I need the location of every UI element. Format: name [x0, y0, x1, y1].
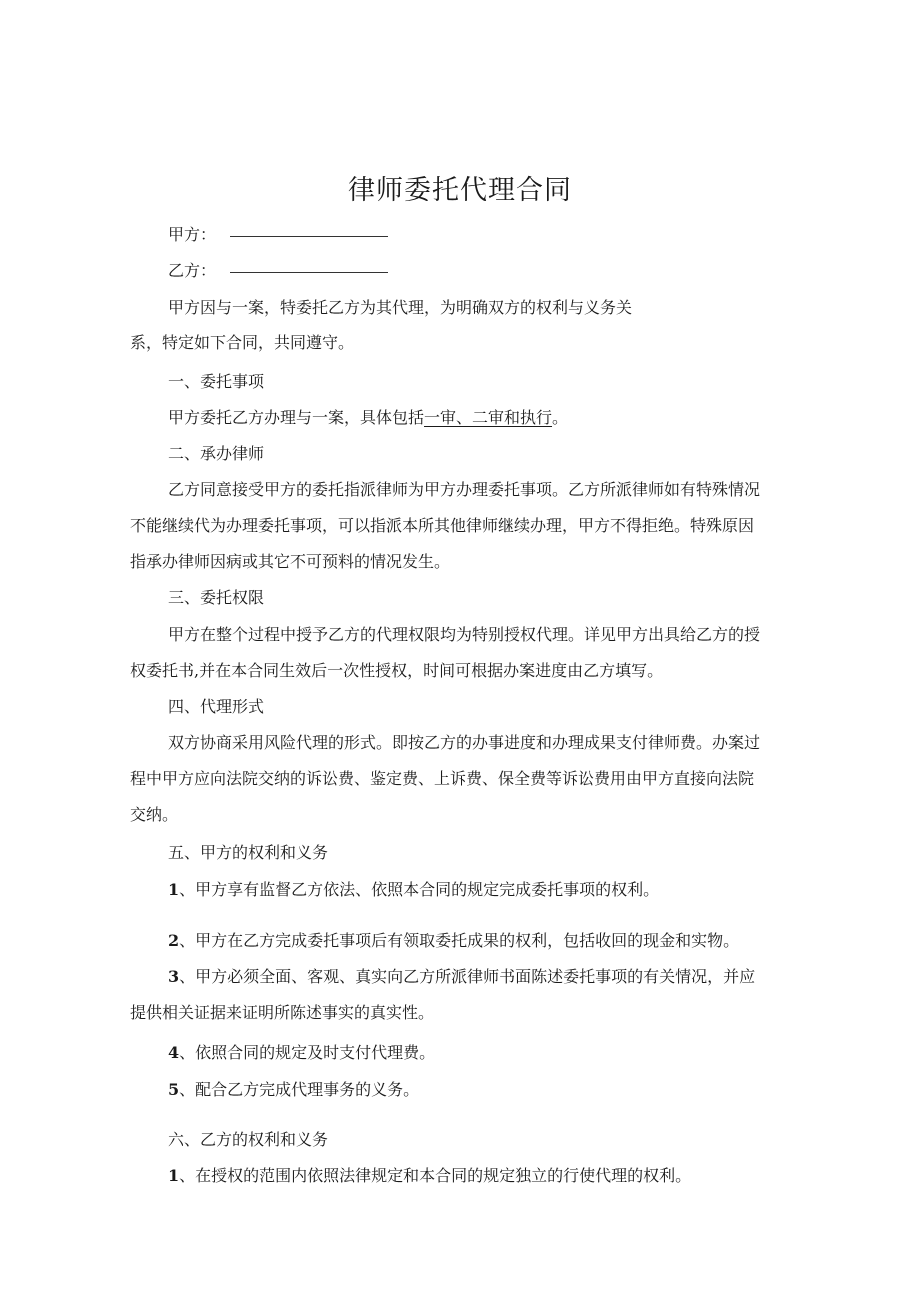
- document-title: 律师委托代理合同: [348, 175, 572, 206]
- section-1-underlined: 一审、二审和执行: [424, 408, 553, 427]
- section-5-item-2-number: 2: [168, 931, 180, 950]
- section-5-item-3-line-1: [168, 964, 808, 987]
- section-1-text: [168, 405, 808, 428]
- section-5-item-1-number: 1: [168, 880, 180, 899]
- party-b-label: 乙方：: [168, 261, 217, 280]
- section-5-heading: 五、甲方的权利和义务: [168, 843, 329, 862]
- section-3-line-1: 甲方在整个过程中授予乙方的代理权限均为特别授权代理。详见甲方出具给乙方的授: [168, 625, 761, 644]
- section-5-item-2: [168, 928, 808, 951]
- intro-line-1: 甲方因与一案，特委托乙方为其代理，为明确双方的权利与义务关: [168, 298, 633, 317]
- section-2-line-3: 指承办律师因病或其它不可预料的情况发生。: [130, 552, 451, 571]
- party-a-label: 甲方：: [168, 225, 217, 244]
- section-5-item-4: [168, 1040, 808, 1063]
- section-5-item-4-number: 4: [168, 1043, 180, 1062]
- section-6-item-1: [168, 1163, 808, 1186]
- section-5-item-3-number: 3: [168, 967, 180, 986]
- party-a-line: [168, 222, 808, 245]
- section-6-heading: 六、乙方的权利和义务: [168, 1130, 329, 1149]
- section-4-heading: 四、代理形式: [168, 697, 265, 716]
- section-3-heading: 三、委托权限: [168, 588, 265, 607]
- section-1-heading: 一、委托事项: [168, 372, 265, 391]
- section-6-item-1-number: 1: [168, 1166, 180, 1185]
- section-5-item-5: [168, 1077, 808, 1100]
- section-2-heading: 二、承办律师: [168, 444, 265, 463]
- section-5-item-5-number: 5: [168, 1080, 180, 1099]
- section-2-line-1: 乙方同意接受甲方的委托指派律师为甲方办理委托事项。乙方所派律师如有特殊情况: [168, 480, 761, 499]
- section-5-item-1: [168, 877, 808, 900]
- section-5-item-1-text: 、甲方享有监督乙方依法、依照本合同的规定完成委托事项的权利。: [179, 880, 660, 899]
- party-b-blank: [230, 271, 388, 273]
- section-5-item-4-text: 、依照合同的规定及时支付代理费。: [179, 1043, 436, 1062]
- party-a-blank: [230, 235, 388, 237]
- section-1-text-after: 。: [552, 408, 569, 427]
- section-5-item-2-text: 、甲方在乙方完成委托事项后有领取委托成果的权利，包括收回的现金和实物。: [179, 931, 740, 950]
- section-5-item-3-text: 、甲方必须全面、客观、真实向乙方所派律师书面陈述委托事项的有关情况，并应: [179, 967, 756, 986]
- section-6-item-1-text: 、在授权的范围内依照法律规定和本合同的规定独立的行使代理的权利。: [179, 1166, 692, 1185]
- section-1-text-before: 甲方委托乙方办理与一案，具体包括: [168, 408, 425, 427]
- section-4-line-2: 程中甲方应向法院交纳的诉讼费、鉴定费、上诉费、保全费等诉讼费用由甲方直接向法院: [130, 769, 755, 788]
- intro-line-2: 系，特定如下合同，共同遵守。: [130, 333, 355, 352]
- section-5-item-3-line-2: 提供相关证据来证明所陈述事实的真实性。: [130, 1003, 435, 1022]
- section-4-line-1: 双方协商采用风险代理的形式。即按乙方的办事进度和办理成果支付律师费。办案过: [168, 733, 761, 752]
- section-5-item-5-text: 、配合乙方完成代理事务的义务。: [179, 1080, 420, 1099]
- party-b-line: [168, 258, 808, 281]
- section-3-line-2: 权委托书,并在本合同生效后一次性授权，时间可根据办案进度由乙方填写。: [130, 661, 664, 680]
- section-4-line-3: 交纳。: [130, 805, 179, 824]
- section-2-line-2: 不能继续代为办理委托事项，可以指派本所其他律师继续办理，甲方不得拒绝。特殊原因: [130, 516, 755, 535]
